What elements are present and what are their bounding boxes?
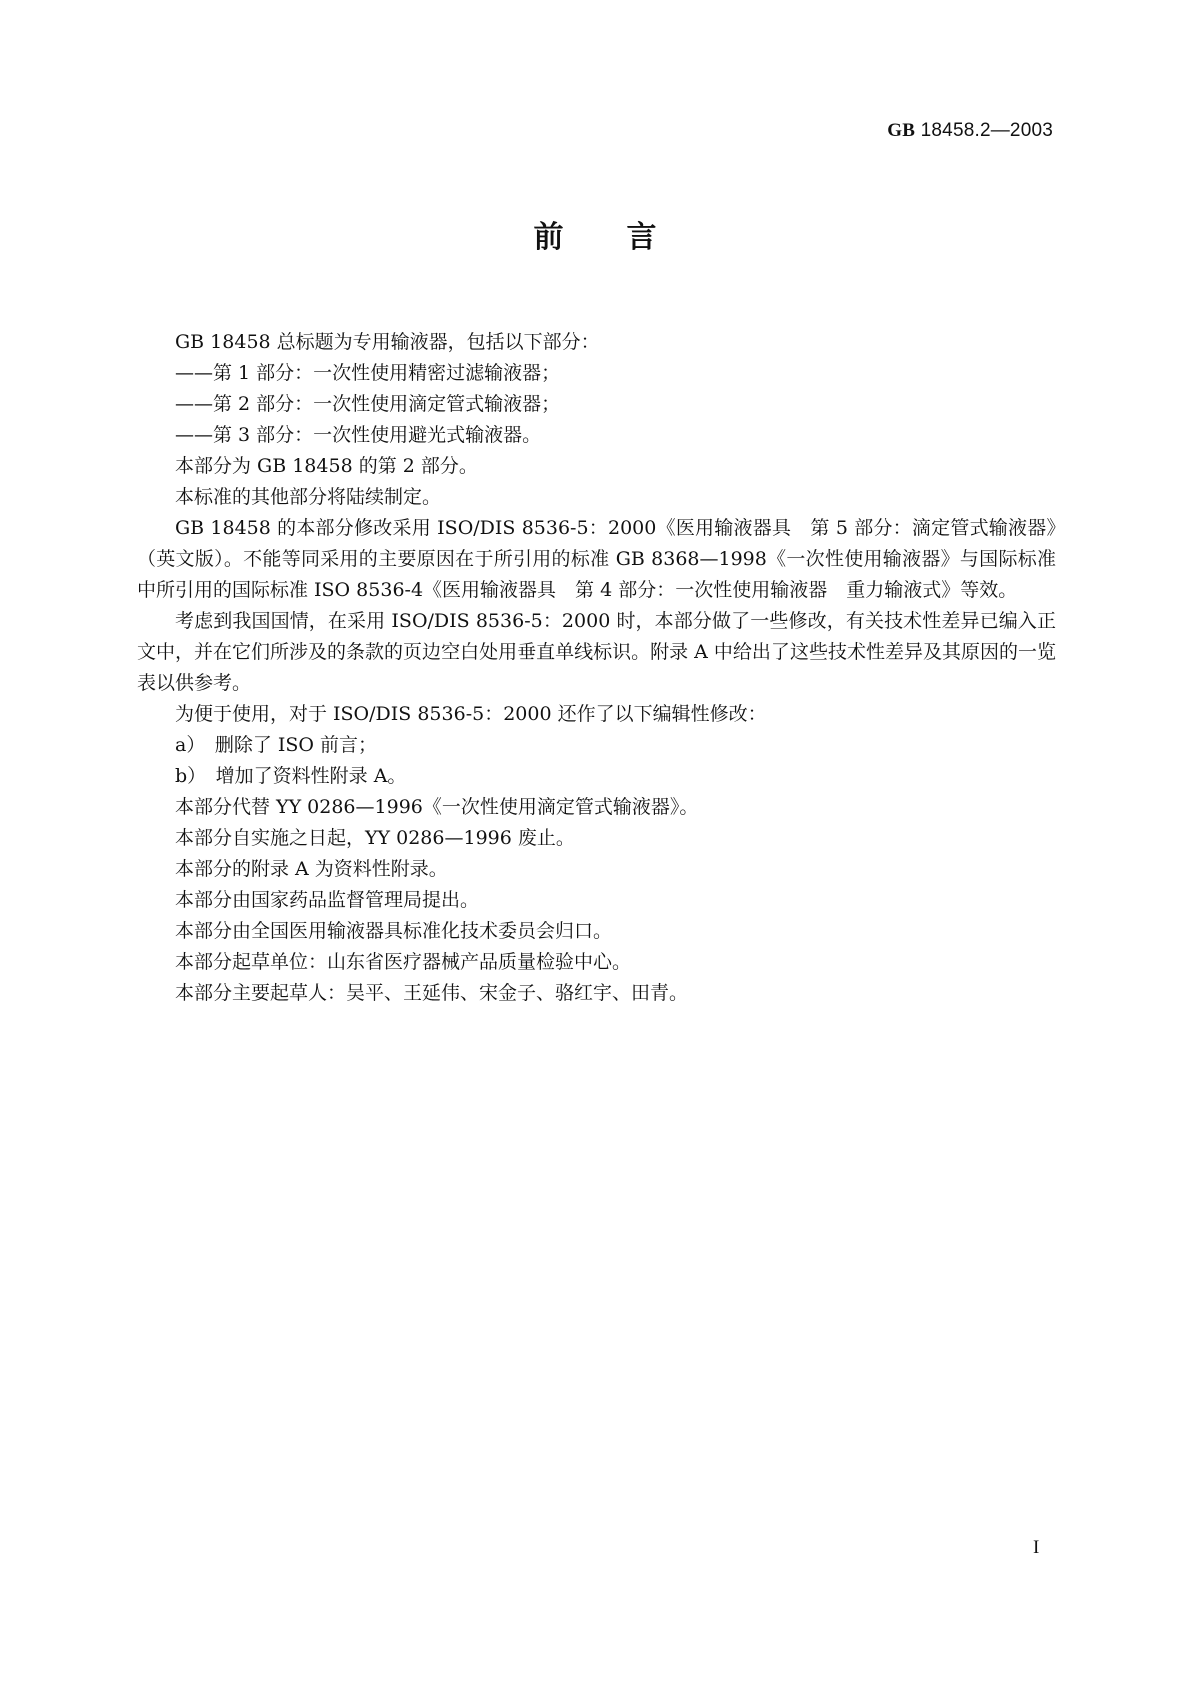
paragraph: 本部分由国家药品监督管理局提出。 bbox=[175, 889, 480, 911]
list-item: b） 增加了资料性附录 A。 bbox=[175, 765, 407, 787]
paragraph: 本部分代替 YY 0286—1996《一次性使用滴定管式输液器》。 bbox=[175, 796, 699, 818]
paragraph: 考虑到我国国情，在采用 ISO/DIS 8536-5：2000 时，本部分做了一些修改，有关技术性差异已编入正文中，并在它们所涉及的条款的页边空白处用垂直单线标识。附录 A 中给出了这些技术性差异及其原因的一览表以供参考。 bbox=[137, 610, 1056, 694]
preface-body bbox=[137, 327, 1056, 1009]
paragraph: 本部分主要起草人：吴平、王延伟、宋金子、骆红宇、田青。 bbox=[175, 982, 689, 1004]
page-title bbox=[0, 212, 1191, 256]
paragraph: 本部分为 GB 18458 的第 2 部分。 bbox=[175, 455, 478, 477]
title-char-2: 言 bbox=[626, 220, 658, 255]
paragraph: 本部分的附录 A 为资料性附录。 bbox=[175, 858, 448, 880]
standard-code: 18458.2—2003 bbox=[920, 120, 1053, 141]
list-item: ——第 1 部分：一次性使用精密过滤输液器； bbox=[175, 362, 561, 384]
standard-number bbox=[887, 120, 1053, 142]
page-number: I bbox=[1033, 1537, 1040, 1558]
list-item: ——第 2 部分：一次性使用滴定管式输液器； bbox=[175, 393, 561, 415]
paragraph: 本部分自实施之日起，YY 0286—1996 废止。 bbox=[175, 827, 575, 849]
paragraph: 本部分由全国医用输液器具标准化技术委员会归口。 bbox=[175, 920, 613, 942]
paragraph: 本标准的其他部分将陆续制定。 bbox=[175, 486, 442, 508]
paragraph: 为便于使用，对于 ISO/DIS 8536-5：2000 还作了以下编辑性修改： bbox=[175, 703, 767, 725]
list-item: ——第 3 部分：一次性使用避光式输液器。 bbox=[175, 424, 542, 446]
list-item: a） 删除了 ISO 前言； bbox=[175, 734, 378, 756]
paragraph: 本部分起草单位：山东省医疗器械产品质量检验中心。 bbox=[175, 951, 632, 973]
title-char-1: 前 bbox=[533, 220, 565, 255]
paragraph: GB 18458 的本部分修改采用 ISO/DIS 8536-5：2000《医用输液器具 第 5 部分：滴定管式输液器》（英文版）。不能等同采用的主要原因在于所引用的标准 GB 8368—1998《一次性使用输液器》与国际标准中所引用的国际标准 ISO 8536-4《医用输液器具 第 4 部分：一次性使用输液器 重力输液式》等效。 bbox=[137, 517, 1056, 601]
paragraph: GB 18458 总标题为专用输液器，包括以下部分： bbox=[175, 331, 600, 353]
standard-prefix: GB bbox=[887, 120, 916, 141]
